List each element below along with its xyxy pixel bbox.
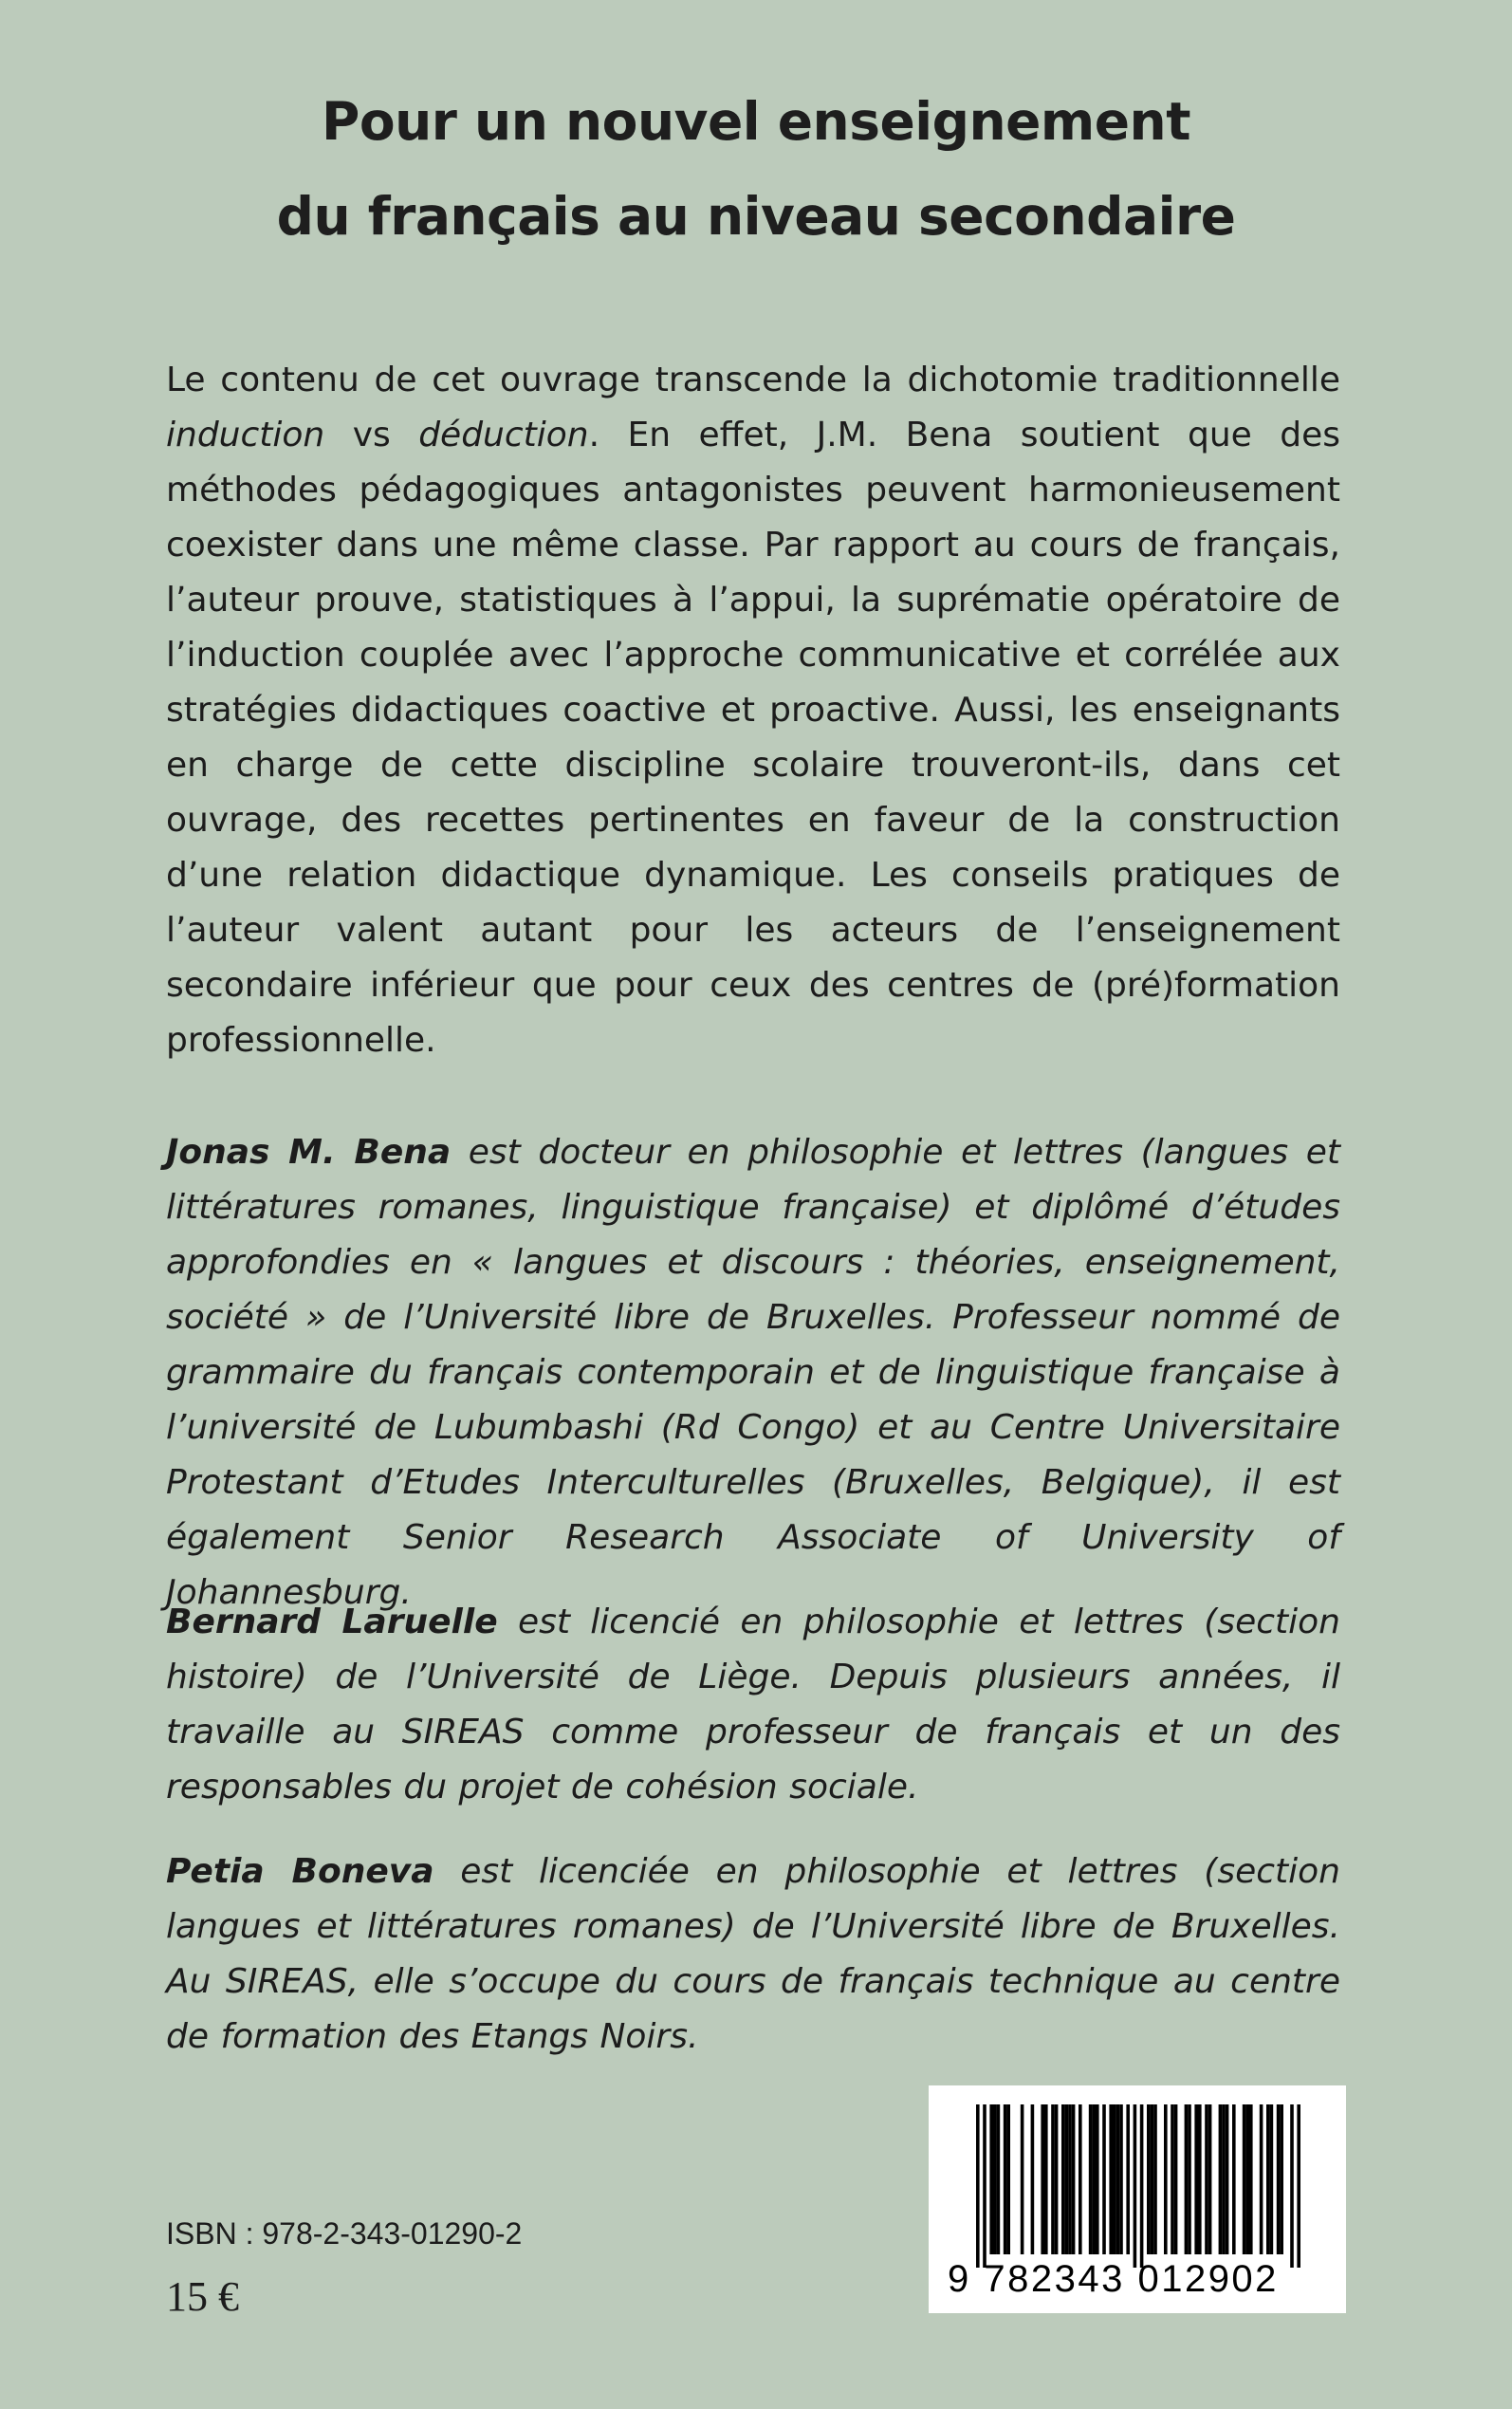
summary-induction-term: induction <box>166 416 325 454</box>
barcode-bar <box>1194 2104 1198 2254</box>
barcode-bar <box>997 2104 1001 2254</box>
barcode-bar <box>1096 2104 1099 2254</box>
barcode-guard-bar <box>1140 2104 1144 2268</box>
barcode-bar <box>1277 2104 1281 2254</box>
book-title <box>0 74 1512 264</box>
summary-paragraph <box>166 353 1340 1068</box>
barcode-bar <box>1208 2104 1212 2254</box>
barcode-bar <box>1109 2104 1113 2254</box>
barcode-guard-bar <box>1290 2104 1294 2268</box>
barcode-bar <box>1243 2104 1246 2254</box>
barcode-bar <box>1089 2104 1093 2254</box>
barcode-bar <box>1102 2104 1106 2254</box>
barcode-bar <box>1153 2104 1157 2254</box>
summary-deduction-term: déduction <box>418 416 589 454</box>
author-bio-boneva <box>166 1844 1340 2065</box>
barcode-guard-bar <box>983 2104 986 2268</box>
barcode-bar <box>1113 2104 1116 2254</box>
barcode-bar <box>1280 2104 1283 2254</box>
barcode-bar <box>1174 2104 1178 2254</box>
barcode-digits: 9 782343 012902 <box>948 2258 1279 2300</box>
barcode-bar <box>1055 2104 1059 2254</box>
author-bio-paragraph <box>166 1595 1340 1815</box>
barcode-bar <box>1188 2104 1191 2254</box>
barcode-bar <box>1205 2104 1208 2254</box>
barcode-bar <box>1068 2104 1072 2254</box>
barcode-bar <box>1031 2104 1035 2254</box>
barcode-bar <box>1185 2104 1189 2254</box>
barcode-guard-bar <box>1134 2104 1137 2268</box>
author-bio-paragraph <box>166 1844 1340 2065</box>
title-line-1: Pour un nouvel enseignement <box>322 91 1190 152</box>
isbn-label: ISBN : 978-2-343-01290-2 <box>166 2216 523 2251</box>
barcode-guard-bar <box>976 2104 980 2268</box>
author-bio-text: est licencié en philosophie et lettres (section histoire) de l’Université de Liège. Depuis plusieurs années, il travaille au SIREAS comme professeur de français et un des responsables du projet de cohésion sociale. <box>166 1603 1340 1807</box>
author-name: Petia Boneva <box>166 1852 434 1891</box>
barcode-guard-bar <box>1297 2104 1300 2268</box>
barcode-bar <box>1171 2104 1174 2254</box>
author-name: Bernard Laruelle <box>166 1603 498 1641</box>
barcode-bar <box>1126 2104 1130 2254</box>
barcode-bar <box>1164 2104 1168 2254</box>
barcode-bar <box>1266 2104 1270 2254</box>
price-label: 15 € <box>166 2273 239 2320</box>
barcode-bar <box>1061 2104 1065 2254</box>
barcode-bar <box>1051 2104 1055 2254</box>
summary-text-rest: . En effet, J.M. Bena soutient que des méthodes pédagogiques antagonistes peuvent harmonieusement coexister dans une même classe. Par rapport au cours de français, l’auteur prouve, statistiques à l’appui, la suprématie opératoire de l’induction couplée avec l’approche communicative et corrélée aux stratégies didactiques coactive et proactive. Aussi, les enseignants en charge de cette discipline scolaire trouveront-ils, dans cet ouvrage, des recettes pertinentes en faveur de la construction d’une relation didactique dynamique. Les conseils pratiques de l’auteur valent autant pour les acteurs de l’enseignement secondaire inférieur que pour ceux des centres de (pré)formation professionnelle. <box>166 416 1340 1060</box>
barcode-bar <box>1004 2104 1007 2254</box>
barcode-bar <box>1232 2104 1236 2254</box>
summary-vs: vs <box>324 416 419 454</box>
barcode-bar <box>1092 2104 1096 2254</box>
barcode-bar <box>1270 2104 1274 2254</box>
barcode <box>929 2085 1346 2313</box>
barcode-bar <box>1021 2104 1024 2254</box>
barcode-bar <box>1198 2104 1202 2254</box>
barcode-bar <box>1151 2104 1154 2254</box>
barcode-bar <box>1116 2104 1120 2254</box>
barcode-bar <box>1260 2104 1263 2254</box>
title-line-2: du français au niveau secondaire <box>276 186 1236 247</box>
barcode-bar <box>1119 2104 1123 2254</box>
barcode-bar <box>993 2104 997 2254</box>
barcode-bar <box>1072 2104 1076 2254</box>
author-name: Jonas M. Bena <box>166 1133 452 1172</box>
summary-text-start: Le contenu de cet ouvrage transcende la dichotomie traditionnelle <box>166 361 1340 399</box>
author-bio-paragraph <box>166 1125 1340 1621</box>
barcode-bar <box>1226 2104 1229 2254</box>
barcode-bar <box>1245 2104 1249 2254</box>
barcode-bar <box>1079 2104 1082 2254</box>
barcode-bar <box>1147 2104 1151 2254</box>
barcode-bar <box>989 2104 993 2254</box>
barcode-bar <box>1065 2104 1069 2254</box>
barcode-bar <box>1006 2104 1010 2254</box>
barcode-bar <box>1044 2104 1048 2254</box>
author-bio-text: est licenciée en philosophie et lettres (section langues et littératures romanes) de l’Université libre de Bruxelles. Au SIREAS, elle s’occupe du cours de français technique au centre de formation des Etangs Noirs. <box>166 1852 1340 2056</box>
author-bio-laruelle <box>166 1595 1340 1815</box>
barcode-bar <box>1222 2104 1226 2254</box>
barcode-bar <box>1041 2104 1044 2254</box>
book-summary <box>166 353 1340 1068</box>
barcode-bar <box>1249 2104 1253 2254</box>
author-bio-bena <box>166 1125 1340 1621</box>
author-bio-text: est docteur en philosophie et lettres (langues et littératures romanes, linguistique française) et diplômé d’études approfondies en « langues et discours : théories, enseignement, société » de l’Université libre de Bruxelles. Professeur nommé de grammaire du français contemporain et de linguistique française à l’université de Lubumbashi (Rd Congo) et au Centre Universitaire Protestant d’Etudes Interculturelles (Bruxelles, Belgique), il est également Senior Research Associate of University of Johannesburg. <box>166 1133 1340 1612</box>
barcode-bar <box>1219 2104 1223 2254</box>
